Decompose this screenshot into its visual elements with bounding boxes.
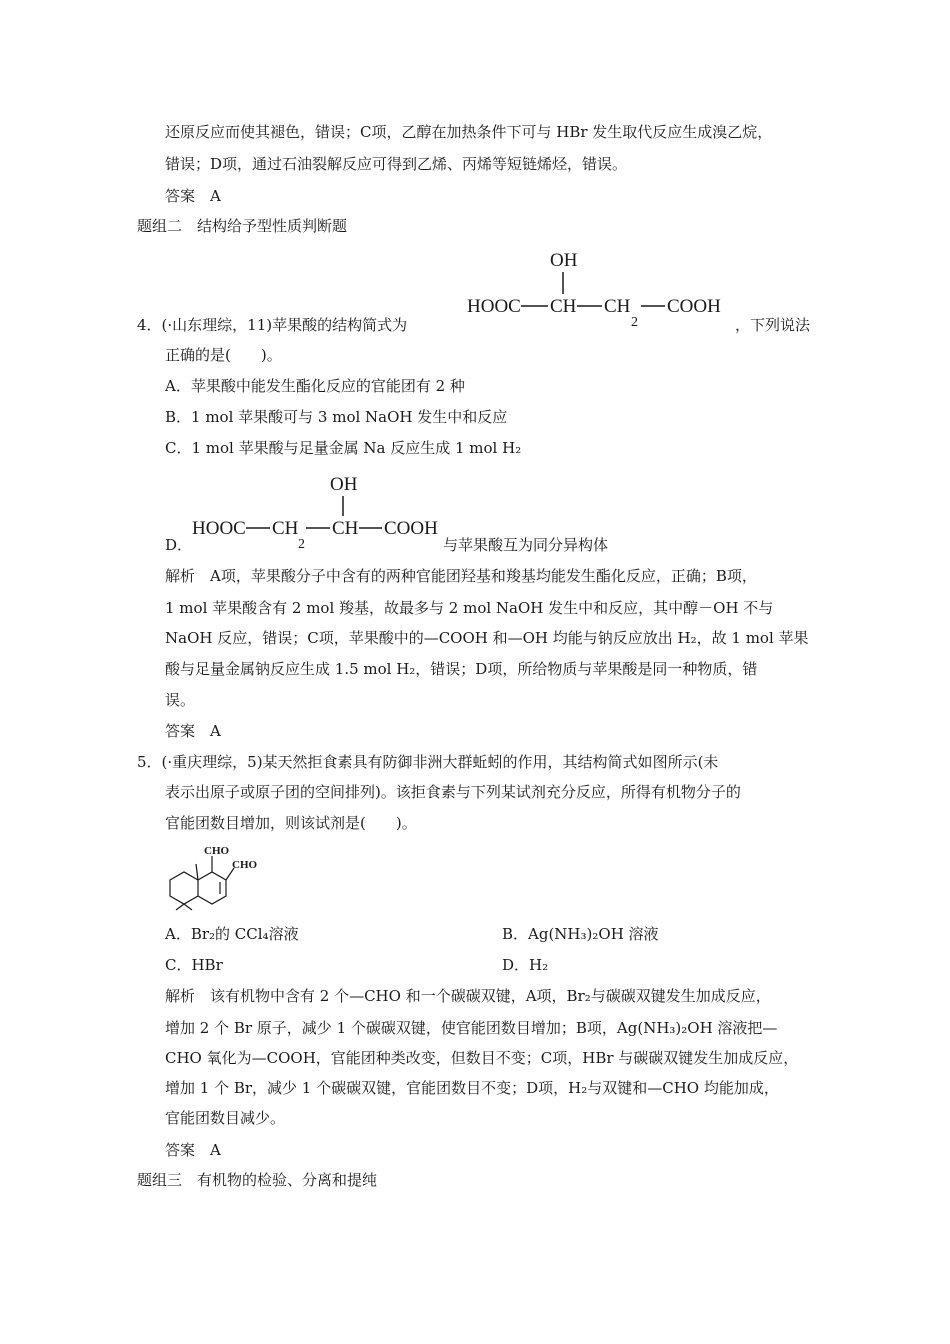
struct-ch: CH: [550, 296, 577, 317]
answer-line: 答案 A: [165, 722, 221, 740]
question-4-stem-cont: 正确的是( )。: [165, 346, 282, 364]
explanation-line: 解析 A项，苹果酸分子中含有的两种官能团羟基和羧基均能发生酯化反应，正确；B项，: [165, 567, 757, 585]
option-d: D．H₂: [502, 956, 549, 974]
option-d-label: D．: [165, 536, 193, 554]
struct-ch: CH: [332, 518, 359, 539]
explanation-line: 解析 该有机物中含有 2 个—CHO 和一个碳碳双键，A项，Br₂与碳碳双键发生加成反应，: [165, 987, 771, 1005]
explanation-line: 误。: [165, 691, 196, 709]
struct-cooh: COOH: [384, 518, 438, 539]
question-5-stem-cont: 官能团数目增加，则该试剂是( )。: [165, 814, 417, 832]
option-b: B．1 mol 苹果酸可与 3 mol NaOH 发生中和反应: [165, 408, 508, 426]
struct-hooc: HOOC: [467, 296, 521, 317]
question-5-stem-cont: 表示出原子或原子团的空间排列)。该拒食素与下列某试剂充分反应，所得有机物分子的: [165, 783, 741, 801]
text-line: 错误；D项，通过石油裂解反应可得到乙烯、丙烯等短链烯烃，错误。: [165, 155, 628, 173]
explanation-line: NaOH 反应，错误；C项，苹果酸中的—COOH 和—OH 均能与钠反应放出 H₂，故 1 mol 苹果: [165, 629, 809, 647]
antifeedant-structure: [160, 842, 270, 912]
answer-line: 答案 A: [165, 1141, 221, 1159]
explanation-line: 官能团数目减少。: [165, 1109, 286, 1127]
struct-ch2: CH: [272, 518, 299, 539]
explanation-line: 增加 2 个 Br 原子，减少 1 个碳碳双键，使官能团数目增加；B项，Ag(NH₃)₂OH 溶液把—: [165, 1019, 778, 1037]
struct-subscript: 2: [631, 315, 638, 330]
question-5-stem: 5．(·重庆理综，5)某天然拒食素具有防御非洲大群蚯蚓的作用，其结构简式如图所示(未: [137, 753, 719, 771]
question-4-stem: 4．(·山东理综，11)苹果酸的结构简式为: [137, 316, 408, 334]
struct-oh: OH: [550, 250, 578, 271]
question-4-stem-tail: ，下列说法: [735, 316, 811, 334]
text-line: 还原反应而使其褪色，错误；C项，乙醇在加热条件下可与 HBr 发生取代反应生成溴乙烷，: [165, 123, 773, 141]
explanation-line: CHO 氧化为—COOH，官能团种类改变，但数目不变；C项，HBr 与碳碳双键发生加成反应，: [165, 1049, 799, 1067]
option-a: A．Br₂的 CCl₄溶液: [165, 925, 299, 943]
option-d-tail: 与苹果酸互为同分异构体: [443, 536, 609, 554]
struct-oh: OH: [330, 474, 358, 495]
malic-acid-structure: [465, 246, 735, 336]
struct-cho: CHO: [204, 845, 230, 857]
struct-hooc: HOOC: [192, 518, 246, 539]
explanation-line: 1 mol 苹果酸含有 2 mol 羧基，故最多与 2 mol NaOH 发生中和反应，其中醇－OH 不与: [165, 599, 774, 617]
option-c: C．HBr: [165, 956, 223, 974]
struct-subscript: 2: [298, 537, 305, 552]
option-b: B．Ag(NH₃)₂OH 溶液: [502, 925, 659, 943]
answer-line: 答案 A: [165, 187, 221, 205]
struct-cooh: COOH: [667, 296, 721, 317]
section-heading: 题组二 结构给予型性质判断题: [137, 217, 348, 235]
option-c: C．1 mol 苹果酸与足量金属 Na 反应生成 1 mol H₂: [165, 439, 522, 457]
struct-ch2: CH: [604, 296, 631, 317]
option-a: A．苹果酸中能发生酯化反应的官能团有 2 种: [165, 377, 465, 395]
explanation-line: 增加 1 个 Br，减少 1 个碳碳双键，官能团数目不变；D项，H₂与双键和—CHO 均能加成，: [165, 1079, 779, 1097]
isomer-structure: [190, 470, 450, 555]
section-heading: 题组三 有机物的检验、分离和提纯: [137, 1171, 378, 1189]
struct-cho: CHO: [232, 859, 258, 871]
explanation-line: 酸与足量金属钠反应生成 1.5 mol H₂，错误；D项，所给物质与苹果酸是同一种物质，错: [165, 660, 758, 678]
